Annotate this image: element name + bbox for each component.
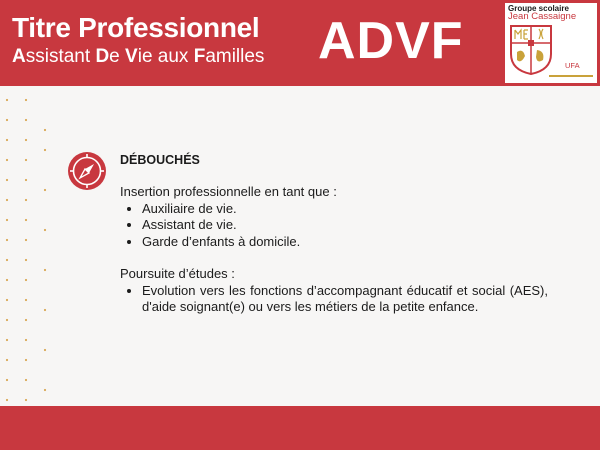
shield-crest-icon (509, 24, 553, 76)
section-content (120, 184, 548, 316)
subtitle-part: e (109, 46, 126, 67)
subtitle-part: A (12, 46, 26, 67)
section-title: DÉBOUCHÉS (120, 153, 200, 167)
school-logo (505, 3, 597, 83)
title-professionnel: Titre Professionnel (12, 12, 260, 43)
studies-list (120, 283, 548, 316)
logo-group-label: Groupe scolaire (508, 4, 569, 13)
logo-school-name: Jean Cassaigne (508, 11, 577, 22)
program-subtitle (12, 46, 264, 68)
studies-item: • Evolution vers les fonctions d’accompagnant éducatif et social (AES), d'aide soignant(e) ou vers les métiers de la petite enfance. (142, 283, 548, 316)
job-item: • Assistant de vie. (142, 217, 548, 234)
subtitle-part: ssistant (25, 46, 96, 67)
subtitle-part: F (193, 46, 206, 67)
program-acronym: ADVF (318, 12, 464, 70)
subtitle-part: V (125, 46, 138, 67)
job-item: • Auxiliaire de vie. (142, 201, 548, 218)
logo-ufa-label: UFA (565, 61, 580, 70)
insertion-intro: Insertion professionnelle en tant que : (120, 184, 337, 199)
decorative-dots (4, 98, 48, 403)
footer-bar (0, 406, 600, 450)
header-banner (0, 0, 600, 86)
jobs-list (120, 201, 548, 251)
logo-underline (549, 75, 593, 77)
studies-title: Poursuite d’études : (120, 266, 235, 281)
subtitle-part: D (95, 46, 110, 67)
subtitle-part: amilles (205, 46, 265, 67)
subtitle-part: ie aux (137, 46, 194, 67)
job-item: • Garde d’enfants à domicile. (142, 234, 548, 251)
compass-icon (67, 151, 107, 191)
